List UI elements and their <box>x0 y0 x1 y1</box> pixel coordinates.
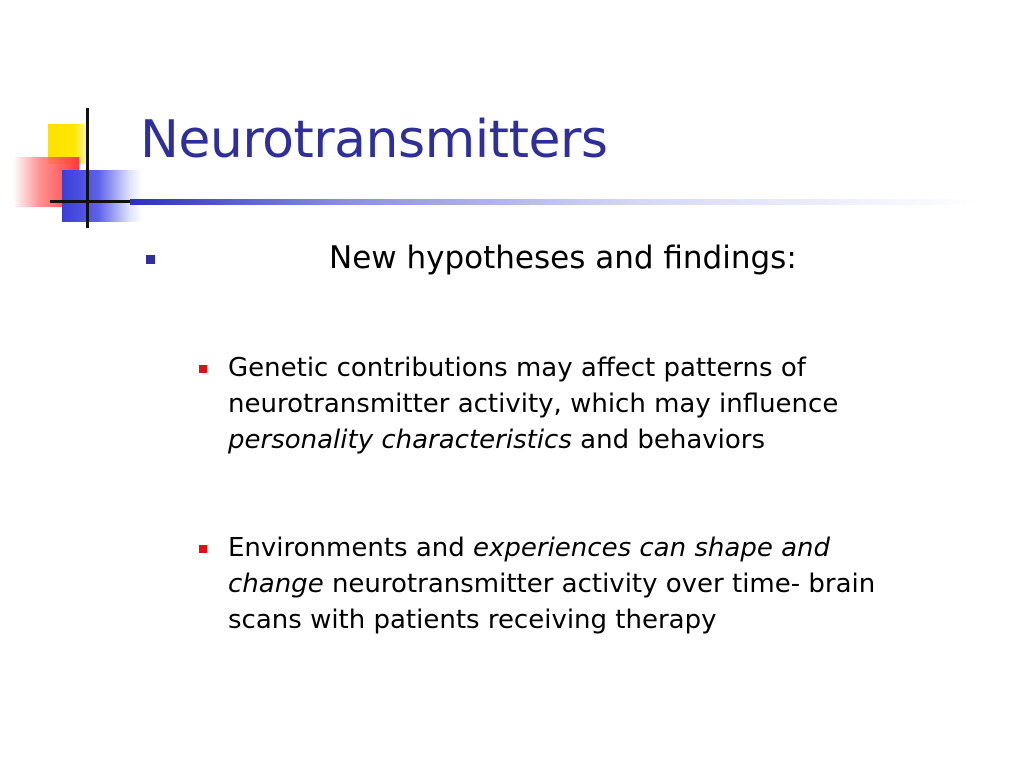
title-underline-rule <box>130 199 980 205</box>
sub-bullet-2-line-1-plain: Environments and <box>228 533 474 563</box>
logo-vertical-line <box>86 108 89 228</box>
logo-blue-square <box>62 170 142 222</box>
bullet-square-icon <box>146 255 155 264</box>
sub-bullet-2-line-1 <box>228 530 998 566</box>
sub-bullet-square-icon <box>199 545 207 553</box>
sub-bullet-1-line-2: neurotransmitter activity, which may influence <box>228 389 839 419</box>
sub-bullet-1-line-3 <box>228 422 998 458</box>
bullet-level-1-text: New hypotheses and findings: <box>329 240 797 276</box>
sub-bullet-1-italic: personality characteristics <box>228 425 572 455</box>
sub-bullet-1-line-1: Genetic contributions may affect patterns of <box>228 353 806 383</box>
sub-bullet-2-line-1-italic: experiences can shape and <box>473 533 830 563</box>
sub-bullet-2-line-2-italic: change <box>228 569 324 599</box>
sub-bullet-1 <box>228 350 998 458</box>
sub-bullet-2-line-2 <box>228 566 998 602</box>
sub-bullet-2-line-3: scans with patients receiving therapy <box>228 605 717 635</box>
sub-bullet-1-line-3-rest: and behaviors <box>571 425 765 455</box>
sub-bullet-square-icon <box>199 365 207 373</box>
sub-bullet-2 <box>228 530 998 638</box>
sub-bullet-2-line-2-rest: neurotransmitter activity over time- brain <box>323 569 876 599</box>
slide-title: Neurotransmitters <box>140 110 608 170</box>
